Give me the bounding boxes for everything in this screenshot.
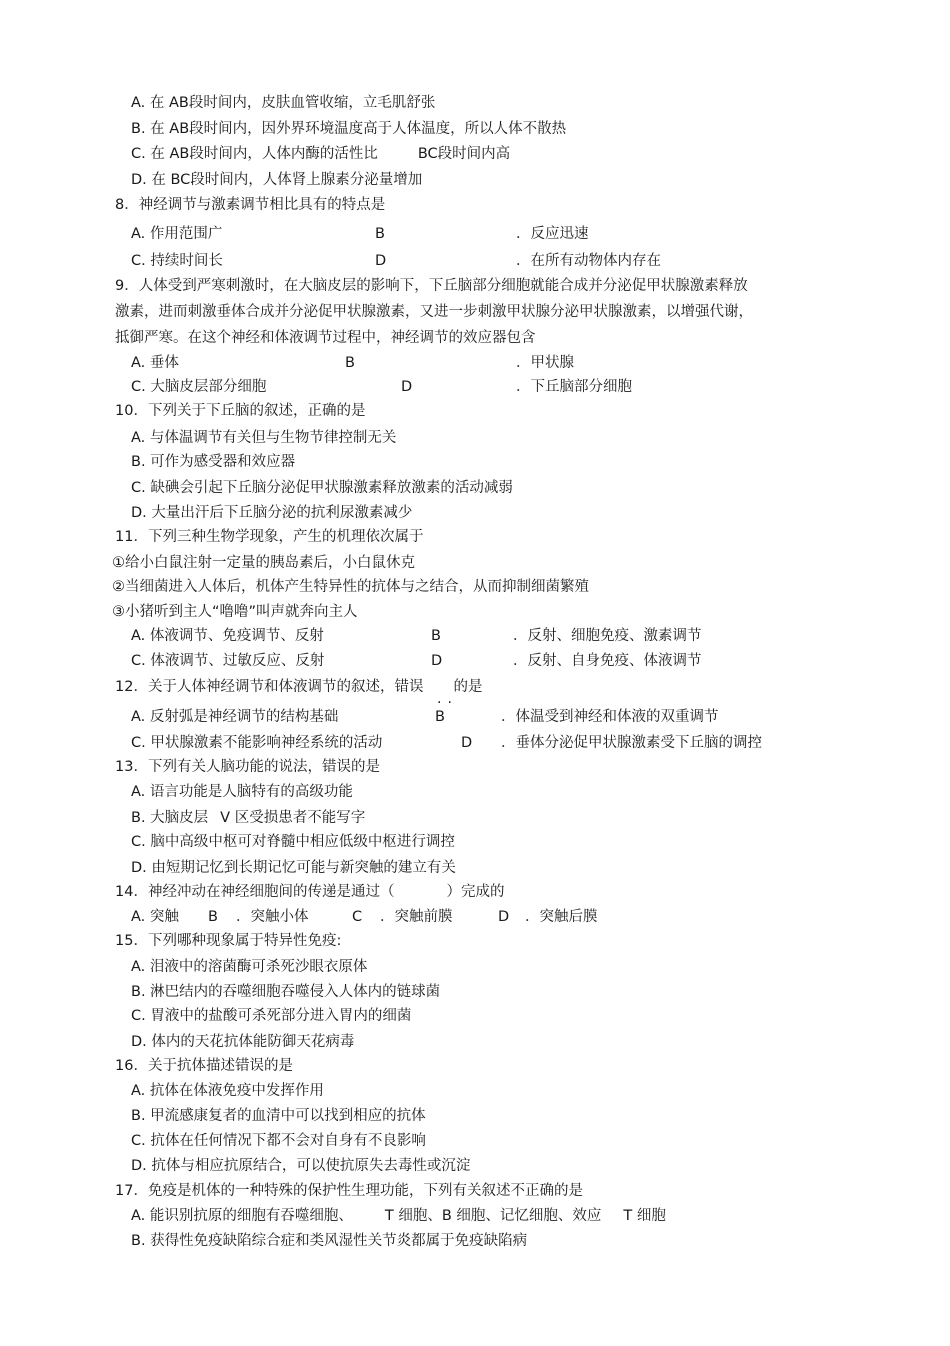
q17-option-a-part2: T 细胞、B 细胞、记忆细胞、效应: [384, 1208, 602, 1224]
q15-stem: 15．下列哪种现象属于特异性免疫:: [115, 933, 342, 949]
q16-stem: 16．关于抗体描述错误的是: [115, 1058, 293, 1074]
q13-option-b-part2: V 区受损患者不能写字: [220, 810, 366, 826]
q14-stem-part2: ）完成的: [446, 884, 505, 900]
q8-option-d-text: ．在所有动物体内存在: [516, 253, 661, 269]
q13-stem: 13．下列有关人脑功能的说法，错误的是: [115, 759, 380, 775]
q11-option-b-letter: B: [431, 628, 441, 644]
q9-option-d-text: ．下丘脑部分细胞: [516, 379, 632, 395]
q14-option-b-letter: B: [208, 909, 218, 925]
q9-stem-line1: 9．人体受到严寒刺激时，在大脑皮层的影响下，下丘脑部分细胞就能合成并分泌促甲状腺激素释放: [115, 278, 748, 294]
q15-option-d: D. 体内的天花抗体能防御天花病毒: [131, 1034, 355, 1050]
q13-option-b-part1: B. 大脑皮层: [131, 810, 209, 826]
q11-option-b-text: ．反射、细胞免疫、激素调节: [513, 628, 702, 644]
q12-emphasis-dots: ..: [437, 691, 458, 707]
q9-option-b-text: ．甲状腺: [516, 355, 574, 371]
q11-stem: 11．下列三种生物学现象，产生的机理依次属于: [115, 529, 424, 545]
q13-option-a: A. 语言功能是人脑特有的高级功能: [131, 784, 353, 800]
q14-stem-part1: 14．神经冲动在神经细胞间的传递是通过（: [115, 884, 395, 900]
q10-option-a: A. 与体温调节有关但与生物节律控制无关: [131, 430, 397, 446]
q15-option-b: B. 淋巴结内的吞噬细胞吞噬侵入人体内的链球菌: [131, 984, 441, 1000]
q17-option-a-part3: T 细胞: [623, 1208, 666, 1224]
q14-option-d-letter: D: [498, 909, 510, 925]
q16-option-a: A. 抗体在体液免疫中发挥作用: [131, 1083, 324, 1099]
q14-stem: [115, 883, 504, 901]
q7-option-b: B. 在 AB段时间内，因外界环境温度高于人体温度，所以人体不散热: [131, 121, 567, 137]
q8-option-d-letter: D: [375, 253, 387, 269]
q10-option-b: B. 可作为感受器和效应器: [131, 454, 296, 470]
q17-option-b: B. 获得性免疫缺陷综合症和类风湿性关节炎都属于免疫缺陷病: [131, 1233, 528, 1249]
q11-option-d-letter: D: [431, 653, 443, 669]
q15-option-c: C. 胃液中的盐酸可杀死部分进入胃内的细菌: [131, 1008, 412, 1024]
q14-option-b-text: ．突触小体: [236, 909, 309, 925]
q12-option-b-letter: B: [435, 709, 445, 725]
q10-option-c: C. 缺碘会引起下丘脑分泌促甲状腺激素释放激素的活动减弱: [131, 480, 513, 496]
q16-option-d: D. 抗体与相应抗原结合，可以使抗原失去毒性或沉淀: [131, 1158, 471, 1174]
q12-stem: [115, 678, 482, 696]
q16-option-c: C. 抗体在任何情况下都不会对自身有不良影响: [131, 1133, 426, 1149]
q8-option-a: A. 作用范围广: [131, 226, 223, 242]
q13-option-d: D. 由短期记忆到长期记忆可能与新突触的建立有关: [131, 860, 456, 876]
q15-option-a: A. 泪液中的溶菌酶可杀死沙眼衣原体: [131, 959, 368, 975]
q17-option-a-part1: A. 能识别抗原的细胞有吞噬细胞、: [131, 1208, 353, 1224]
q9-stem-line3: 抵御严寒。在这个神经和体液调节过程中，神经调节的效应器包含: [115, 330, 536, 346]
q13-option-c: C. 脑中高级中枢可对脊髓中相应低级中枢进行调控: [131, 834, 455, 850]
q10-stem: 10．下列关于下丘脑的叙述，正确的是: [115, 403, 366, 419]
q12-option-d-letter: D: [461, 735, 473, 751]
q7-option-c: [131, 145, 510, 163]
q10-option-d: D. 大量出汗后下丘脑分泌的抗利尿激素减少: [131, 505, 413, 521]
q8-stem: 8．神经调节与激素调节相比具有的特点是: [115, 197, 386, 213]
q11-option-a: A. 体液调节、免疫调节、反射: [131, 628, 324, 644]
q12-stem-part2: 的是: [453, 679, 483, 695]
q8-option-c: C. 持续时间长: [131, 253, 223, 269]
q7-option-c-part1: C. 在 AB段时间内，人体内酶的活性比: [131, 146, 378, 162]
q7-option-a: A. 在 AB段时间内，皮肤血管收缩，立毛肌舒张: [131, 95, 436, 111]
q11-statement-1: ①给小白鼠注射一定量的胰岛素后，小白鼠休克: [112, 555, 415, 571]
q7-option-d: D. 在 BC段时间内，人体肾上腺素分泌量增加: [131, 172, 423, 188]
q11-option-c: C. 体液调节、过敏反应、反射: [131, 653, 325, 669]
q17-stem: 17．免疫是机体的一种特殊的保护性生理功能，下列有关叙述不正确的是: [115, 1183, 583, 1199]
q9-option-a: A. 垂体: [131, 355, 179, 371]
q17-option-a: [131, 1207, 666, 1225]
q8-option-b-letter: B: [375, 226, 385, 242]
q12-option-b-text: ．体温受到神经和体液的双重调节: [501, 709, 719, 725]
q11-option-d-text: ．反射、自身免疫、体液调节: [513, 653, 702, 669]
q9-option-c: C. 大脑皮层部分细胞: [131, 379, 267, 395]
q14-option-c-letter: C: [352, 909, 363, 925]
q12-option-a: A. 反射弧是神经调节的结构基础: [131, 709, 339, 725]
q12-option-d-text: ．垂体分泌促甲状腺激素受下丘脑的调控: [501, 735, 762, 751]
q7-option-c-part2: BC段时间内高: [417, 146, 511, 162]
q8-option-b-text: ．反应迅速: [516, 226, 589, 242]
q12-option-c: C. 甲状腺激素不能影响神经系统的活动: [131, 735, 383, 751]
q14-option-c-text: ．突触前膜: [380, 909, 453, 925]
q9-stem-line2: 激素，进而刺激垂体合成并分泌促甲状腺激素，又进一步刺激甲状腺分泌甲状腺激素，以增强代谢，: [115, 304, 753, 320]
q14-option-d-text: ．突触后膜: [525, 909, 598, 925]
q14-option-a: A. 突触: [131, 909, 179, 925]
q11-statement-3: ③小猪听到主人“噜噜”叫声就奔向主人: [112, 604, 358, 620]
q16-option-b: B. 甲流感康复者的血清中可以找到相应的抗体: [131, 1108, 426, 1124]
q13-option-b: [131, 809, 365, 827]
q12-stem-part1: 12．关于人体神经调节和体液调节的叙述，错误: [115, 679, 424, 695]
q9-option-b-letter: B: [345, 355, 355, 371]
q9-option-d-letter: D: [401, 379, 413, 395]
q11-statement-2: ②当细菌进入人体后，机体产生特异性的抗体与之结合，从而抑制细菌繁殖: [112, 579, 589, 595]
